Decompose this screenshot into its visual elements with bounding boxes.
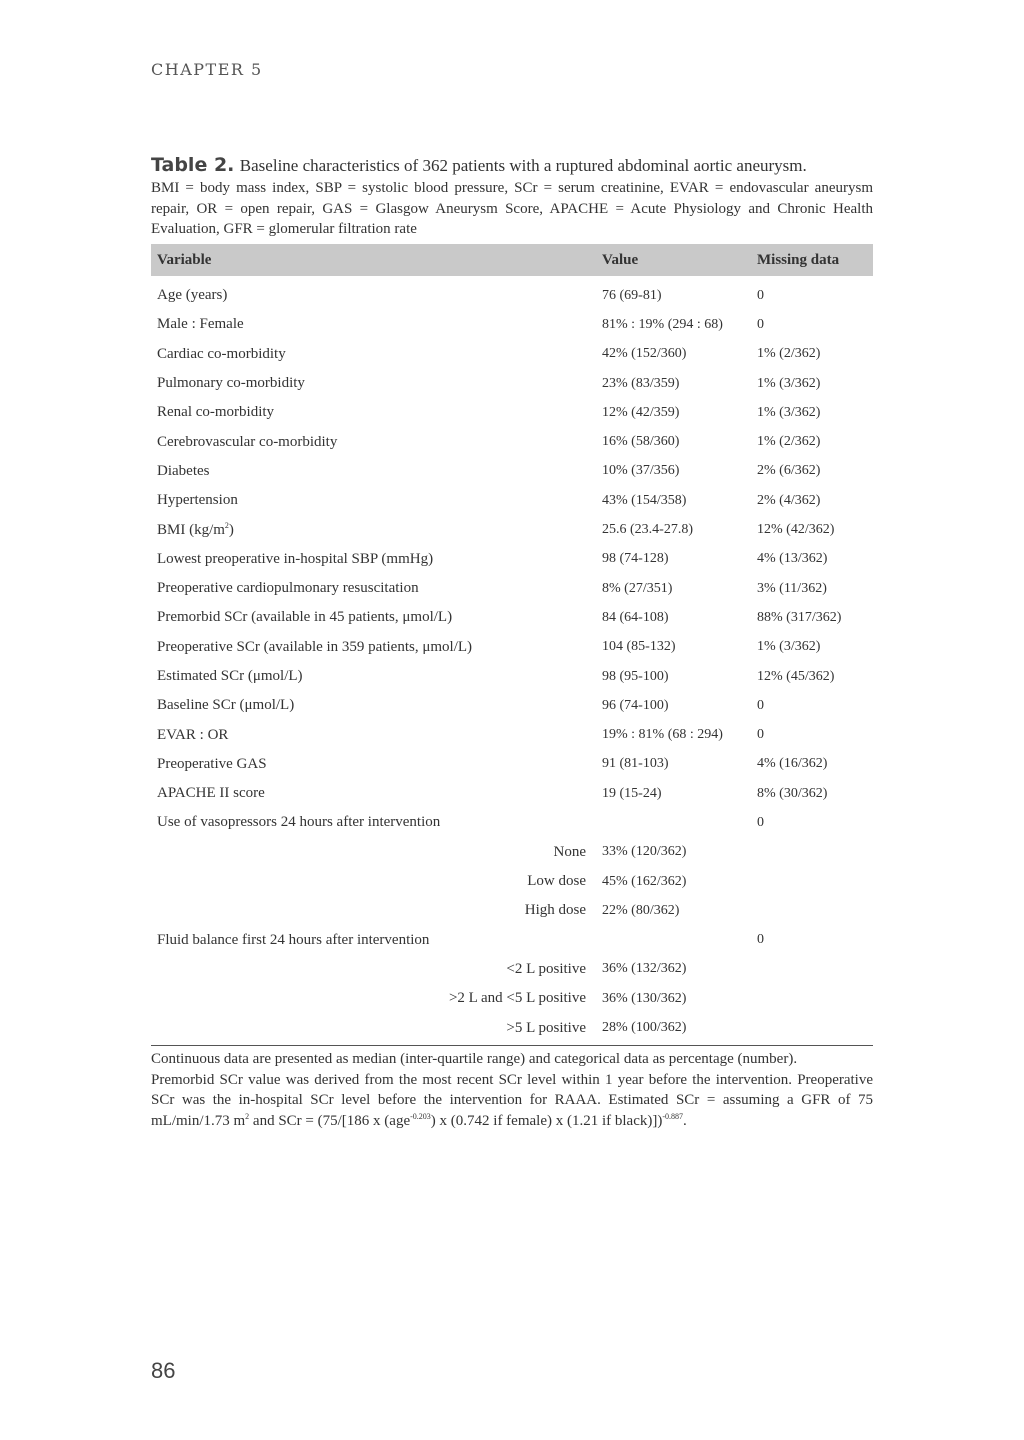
header-value: Value	[602, 251, 639, 268]
cell-variable: Use of vasopressors 24 hours after intervention	[157, 814, 441, 831]
table-row	[151, 926, 873, 955]
cell-variable: Fluid balance first 24 hours after intervention	[157, 931, 430, 948]
table-row	[151, 896, 873, 925]
table-row	[151, 691, 873, 720]
cell-variable: BMI $(kg/m^2)$	[157, 520, 234, 538]
page-number: 86	[151, 1358, 176, 1383]
table-row	[151, 310, 873, 339]
caption-abbreviations: BMI = body mass index, SBP = systolic blood pressure, SCr = serum creatinine, EVAR = endovascular aneurysm repair, OR = open repair, GAS = Glasgow Aneurysm Score, APACHE = Acute Physiology and Chronic Health Evaluation, GFR = glomerular filtration rate	[151, 180, 873, 237]
table-row	[151, 281, 873, 310]
cell-value: 10% (37/356)	[602, 463, 680, 479]
cell-variable: None	[553, 843, 586, 860]
cell-value: 98 (95-100)	[602, 668, 669, 684]
cell-missing: 8% (30/362)	[757, 785, 828, 801]
cell-missing: 12% (42/362)	[757, 522, 835, 538]
caption-title-line	[151, 153, 873, 178]
table-row	[151, 369, 873, 398]
cell-value: 45% (162/362)	[602, 873, 687, 889]
table-header-row	[151, 244, 873, 276]
table-row	[151, 750, 873, 779]
cell-variable: Baseline SCr (μmol/L)	[157, 697, 295, 714]
cell-variable: Lowest preoperative in-hospital SBP (mmHg)	[157, 550, 434, 567]
cell-missing: 4% (13/362)	[757, 551, 828, 567]
cell-variable: Estimated SCr (μmol/L)	[157, 668, 303, 684]
cell-variable: Age (years)	[157, 287, 228, 304]
cell-missing: 1% (3/362)	[757, 639, 821, 655]
table-row	[151, 808, 873, 837]
cell-value: 76 (69-81)	[602, 287, 662, 303]
cell-value: 84 (64-108)	[602, 609, 669, 625]
cell-missing: 4% (16/362)	[757, 756, 828, 772]
note-continuous-data: Continuous data are presented as median (inter-quartile range) and categorical data as percentage (number).	[151, 1051, 798, 1067]
table-caption	[151, 153, 873, 240]
cell-missing: 0	[757, 814, 764, 830]
table-body	[151, 276, 873, 1046]
cell-missing: 12% (45/362)	[757, 668, 835, 684]
cell-variable: Hypertension	[157, 492, 238, 509]
cell-variable: Premorbid SCr (available in 45 patients, μmol/L)	[157, 609, 453, 626]
cell-missing: 0	[757, 932, 764, 948]
table-notes	[151, 1049, 873, 1131]
cell-value: 28% (100/362)	[602, 1020, 687, 1036]
cell-variable: >2 L and <5 L positive	[448, 990, 586, 1007]
cell-variable: Preoperative GAS	[157, 755, 267, 772]
table-row	[151, 779, 873, 808]
cell-value: 19% : 81% (68 : 294)	[602, 727, 723, 743]
table-row	[151, 984, 873, 1013]
table-row	[151, 340, 873, 369]
cell-variable: APACHE II score	[157, 785, 265, 802]
cell-value: 96 (74-100)	[602, 697, 669, 713]
cell-missing: 1% (2/362)	[757, 346, 821, 362]
table-row	[151, 838, 873, 867]
table-row	[151, 867, 873, 896]
cell-missing: 0	[757, 727, 764, 743]
table-row	[151, 427, 873, 456]
table-row	[151, 1013, 873, 1042]
cell-missing: 0	[757, 697, 764, 713]
cell-missing: 1% (2/362)	[757, 434, 821, 450]
cell-variable: Diabetes	[157, 462, 210, 479]
table-label: Table 2.	[151, 154, 235, 176]
table-row	[151, 603, 873, 632]
header-variable: Variable	[157, 251, 212, 268]
cell-missing: 3% (11/362)	[757, 580, 827, 596]
cell-variable: Cardiac co-morbidity	[157, 345, 286, 362]
cell-value: 33% (120/362)	[602, 844, 687, 860]
cell-value: 22% (80/362)	[602, 902, 680, 918]
cell-value: 81% : 19% (294 : 68)	[602, 316, 723, 332]
cell-variable: EVAR : OR	[157, 726, 229, 743]
cell-missing: 0	[757, 287, 764, 303]
cell-value: 12% (42/359)	[602, 404, 680, 420]
cell-value: 23% (83/359)	[602, 375, 680, 391]
cell-missing: 1% (3/362)	[757, 375, 821, 391]
caption-title: Baseline characteristics of 362 patients with a ruptured abdominal aortic aneurysm.	[239, 156, 807, 175]
cell-missing: 1% (3/362)	[757, 404, 821, 420]
cell-missing: 88% (317/362)	[757, 609, 842, 625]
table-row	[151, 633, 873, 662]
cell-value: 36% (130/362)	[602, 990, 687, 1006]
cell-variable: Low dose	[527, 873, 586, 890]
cell-missing: 0	[757, 316, 764, 332]
header-missing: Missing data	[757, 251, 840, 268]
cell-variable: High dose	[524, 902, 586, 919]
cell-value: 36% (132/362)	[602, 961, 687, 977]
cell-variable: <2 L positive	[506, 960, 586, 977]
cell-value: 19 (15-24)	[602, 785, 662, 801]
cell-value: 16% (58/360)	[602, 434, 680, 450]
table-row	[151, 457, 873, 486]
cell-value: 25.6 (23.4-27.8)	[602, 522, 693, 538]
cell-value: 8% (27/351)	[602, 580, 673, 596]
chapter-header: CHAPTER 5	[151, 60, 263, 79]
cell-variable: Preoperative SCr (available in 359 patients, μmol/L)	[157, 638, 473, 655]
table-row	[151, 955, 873, 984]
cell-value: 43% (154/358)	[602, 492, 687, 508]
table-row	[151, 574, 873, 603]
cell-variable: Renal co-morbidity	[157, 404, 275, 421]
cell-variable: >5 L positive	[506, 1019, 586, 1036]
cell-variable: Pulmonary co-morbidity	[157, 375, 305, 392]
table-row	[151, 545, 873, 574]
table-row	[151, 515, 873, 544]
cell-missing: 2% (6/362)	[757, 463, 821, 479]
table-row	[151, 486, 873, 515]
cell-variable: Cerebrovascular co-morbidity	[157, 433, 338, 450]
table-row	[151, 662, 873, 691]
cell-value: 104 (85-132)	[602, 639, 676, 655]
cell-variable: Male : Female	[157, 316, 244, 333]
table-row	[151, 720, 873, 749]
cell-missing: 2% (4/362)	[757, 492, 821, 508]
table-row	[151, 398, 873, 427]
cell-variable: Preoperative cardiopulmonary resuscitation	[157, 580, 419, 597]
cell-value: 98 (74-128)	[602, 551, 669, 567]
cell-value: 91 (81-103)	[602, 756, 669, 772]
cell-value: 42% (152/360)	[602, 346, 687, 362]
note-scr-definitions: Premorbid SCr value was derived from the most recent SCr level within 1 year before the intervention. Preoperative SCr was the in-hospital SCr level before the intervention for RAAA. Estimated SCr = assuming a GFR of 75 mL/min/1.73 $m^2$ and SCr = (75/[186 x (age$^{-0.203}$) x (0.742 if female) x (1.21 if black)])$^{-0.887}$.	[151, 1071, 873, 1129]
baseline-table	[151, 244, 873, 1046]
